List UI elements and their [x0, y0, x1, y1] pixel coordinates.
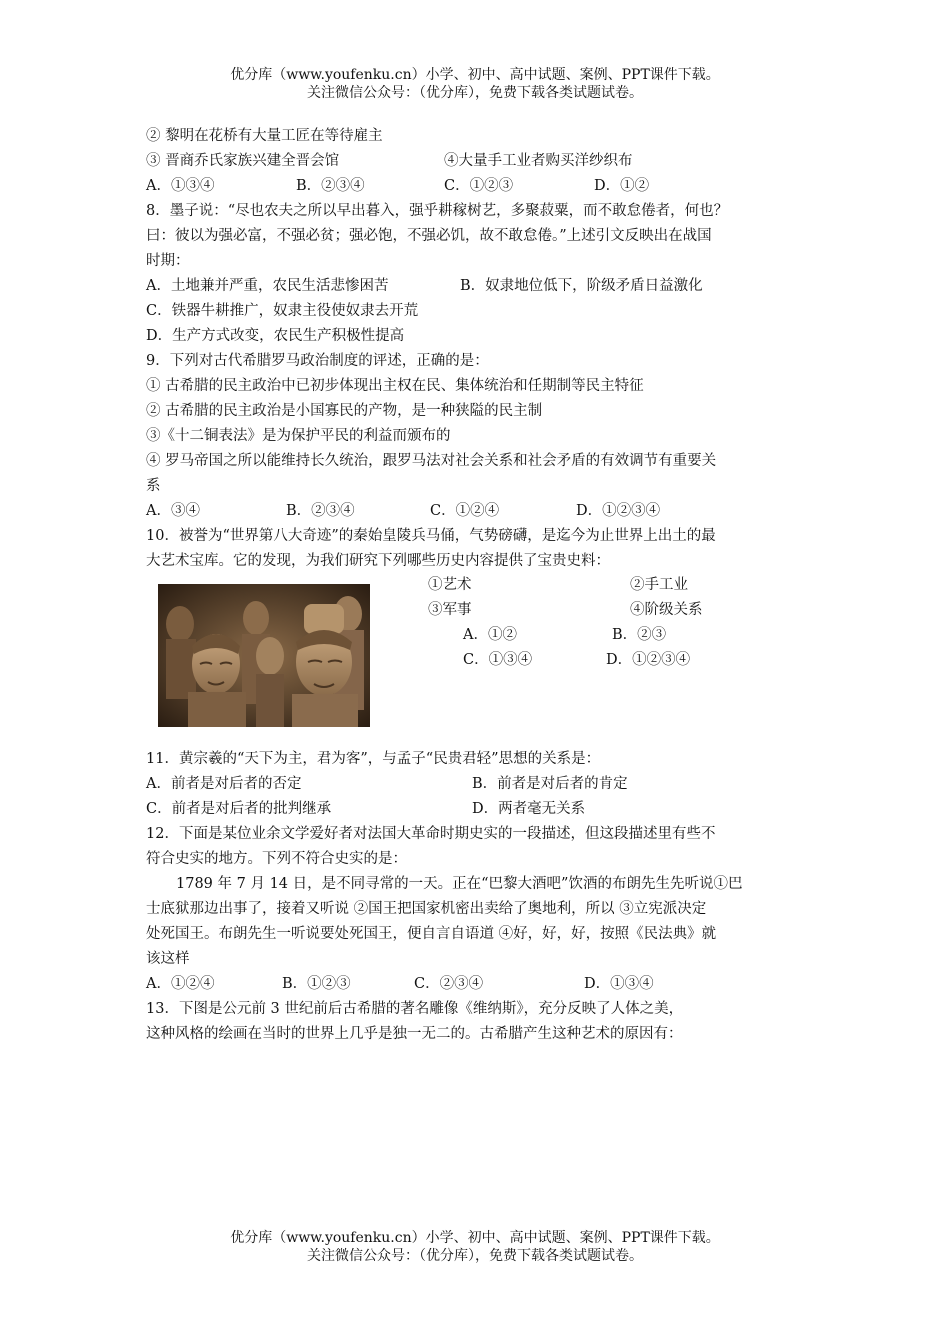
q8-option-c: C．铁器牛耕推广，奴隶主役使奴隶去开荒 — [146, 303, 419, 319]
q7-option-a: A．①③④ — [146, 178, 215, 194]
q10-stem-line-2: 大艺术宝库。它的发现，为我们研究下列哪些历史内容提供了宝贵史料： — [146, 553, 610, 569]
q7-item-3: ③ 晋商乔氏家族兴建全晋会馆 — [146, 153, 340, 169]
q11-option-a: A．前者是对后者的否定 — [146, 776, 302, 792]
q9-item-4: ④ 罗马帝国之所以能维持长久统治，跟罗马法对社会关系和社会矛盾的有效调节有重要关 — [146, 453, 717, 469]
q9-item-2: ② 古希腊的民主政治是小国寡民的产物，是一种狭隘的民主制 — [146, 403, 543, 419]
q11-option-b: B．前者是对后者的肯定 — [472, 776, 628, 792]
q12-option-c: C．②③④ — [414, 976, 484, 992]
q12-passage-line-4: 该这样 — [146, 951, 190, 967]
q9-option-a: A．③④ — [146, 503, 200, 519]
footer-line-1: 优分库（www.youfenku.cn）小学、初中、高中试题、案例、PPT课件下载。 — [230, 1230, 720, 1246]
q12-stem-line-2: 符合史实的地方。下列不符合史实的是： — [146, 851, 407, 867]
q9-item-1: ① 古希腊的民主政治中已初步体现出主权在民、集体统治和任期制等民主特征 — [146, 378, 644, 394]
q7-option-d: D．①② — [594, 178, 650, 194]
q8-stem-line-2: 曰：彼以为强必富，不强必贫；强必饱，不强必饥，故不敢怠倦。”上述引文反映出在战国 — [146, 228, 712, 244]
q12-passage-line-1: 1789 年 7 月 14 日，是不同寻常的一天。正在“巴黎大酒吧”饮酒的布朗先生先听说①巴 — [176, 876, 743, 892]
q12-stem-line-1: 12．下面是某位业余文学爱好者对法国大革命时期史实的一段描述，但这段描述里有些不 — [146, 826, 716, 842]
q12-option-a: A．①②④ — [146, 976, 215, 992]
q10-option-a: A．①② — [463, 627, 517, 643]
q7-option-c: C．①②③ — [444, 178, 514, 194]
q9-stem: 9．下列对古代希腊罗马政治制度的评述，正确的是： — [146, 353, 489, 369]
terracotta-warriors-photo — [158, 584, 370, 727]
q12-passage-line-3: 处死国王。布朗先生一听说要处死国王，便自言自语道 ④好，好，好，按照《民法典》就 — [146, 926, 717, 942]
q7-item-4: ④大量手工业者购买洋纱织布 — [444, 153, 633, 169]
q12-passage-line-2: 士底狱那边出事了，接着又听说 ②国王把国家机密出卖给了奥地利，所以 ③立宪派决定 — [146, 901, 707, 917]
q11-stem: 11．黄宗羲的“天下为主，君为客”，与孟子“民贵君轻”思想的关系是： — [146, 751, 601, 767]
q12-option-d: D．①③④ — [584, 976, 654, 992]
q12-option-b: B．①②③ — [282, 976, 351, 992]
q10-item-3: ③军事 — [428, 602, 472, 618]
q9-option-c: C．①②④ — [430, 503, 500, 519]
footer-line-2: 关注微信公众号：（优分库），免费下载各类试题试卷。 — [307, 1248, 643, 1264]
q10-item-4: ④阶级关系 — [630, 602, 703, 618]
q13-stem-line-1: 13．下图是公元前 3 世纪前后古希腊的著名雕像《维纳斯》，充分反映了人体之美， — [146, 1001, 684, 1017]
q10-option-d: D．①②③④ — [606, 652, 691, 668]
header-line-1: 优分库（www.youfenku.cn）小学、初中、高中试题、案例、PPT课件下载。 — [230, 67, 720, 83]
q7-item-2: ② 黎明在花桥有大量工匠在等待雇主 — [146, 128, 383, 144]
q10-item-1: ①艺术 — [428, 577, 472, 593]
q7-option-b: B．②③④ — [296, 178, 365, 194]
q8-option-a: A．土地兼并严重，农民生活悲惨困苦 — [146, 278, 389, 294]
q9-item-3: ③《十二铜表法》是为保护平民的利益而颁布的 — [146, 428, 451, 444]
q9-option-b: B．②③④ — [286, 503, 355, 519]
q13-stem-line-2: 这种风格的绘画在当时的世界上几乎是独一无二的。古希腊产生这种艺术的原因有： — [146, 1026, 683, 1042]
q10-option-c: C．①③④ — [463, 652, 533, 668]
q10-item-2: ②手工业 — [630, 577, 688, 593]
q11-option-d: D．两者毫无关系 — [472, 801, 586, 817]
header-line-2: 关注微信公众号：（优分库），免费下载各类试题试卷。 — [307, 85, 643, 101]
q8-option-b: B．奴隶地位低下，阶级矛盾日益激化 — [460, 278, 703, 294]
q8-stem-line-1: 8．墨子说：“尽也农夫之所以早出暮入，强乎耕稼树艺，多聚菽粟，而不敢怠倦者，何也？ — [146, 203, 729, 219]
q8-option-d: D．生产方式改变，农民生产积极性提高 — [146, 328, 405, 344]
q9-option-d: D．①②③④ — [576, 503, 661, 519]
q10-option-b: B．②③ — [612, 627, 667, 643]
q10-stem-line-1: 10．被誉为“世界第八大奇迹”的秦始皇陵兵马俑，气势磅礴，是迄今为止世界上出土的最 — [146, 528, 716, 544]
q8-stem-line-3: 时期： — [146, 253, 190, 269]
q11-option-c: C．前者是对后者的批判继承 — [146, 801, 332, 817]
q9-item-4-cont: 系 — [146, 478, 161, 494]
